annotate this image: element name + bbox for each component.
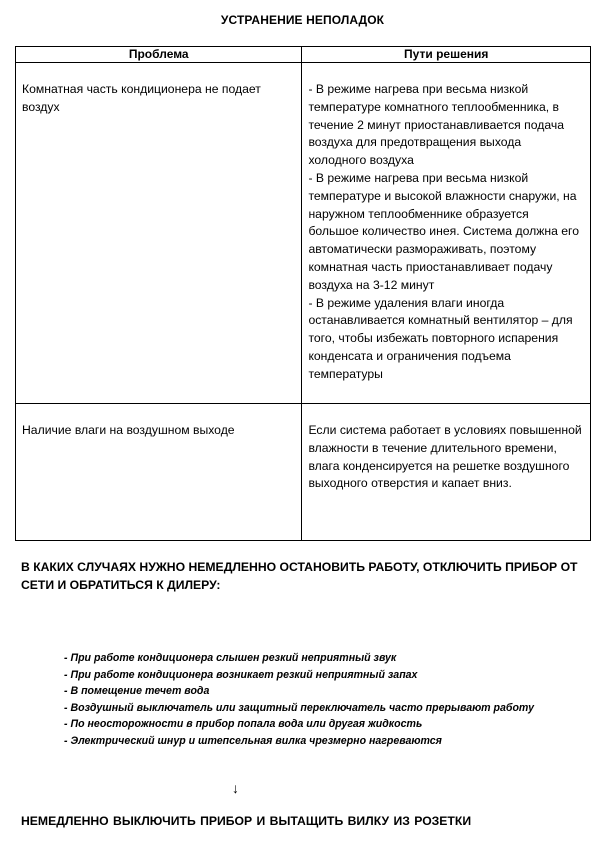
list-item: - При работе кондиционера слышен резкий неприятный звук	[64, 652, 397, 664]
list-item: - Воздушный выключатель или защитный переключатель часто прерывают работу	[64, 701, 534, 714]
troubleshooting-table	[15, 46, 591, 541]
table-row	[16, 404, 591, 541]
solution-cell	[302, 63, 591, 404]
problem-cell: Комнатная часть кондиционера не подает воздух	[16, 63, 302, 404]
solution-item: - В режиме нагрева при весьма низкой температуре комнатного теплообменника, в течение 2 минут приостанавливается подача воздуха для предотвращения выхода холодного воздуха	[308, 82, 565, 168]
page-title: УСТРАНЕНИЕ НЕПОЛАДОК	[220, 13, 385, 27]
table-row	[16, 63, 591, 404]
solution-item: Если система работает в условиях повышенной влажности в течение длительного времени, влага конденсируется на решетке воздушного выходного отверстия и капает вниз.	[308, 423, 582, 491]
table-header-row	[16, 47, 591, 63]
list-item: - В помещение течет вода	[64, 685, 210, 697]
arrow-down-icon: ↓	[232, 780, 239, 796]
warning-heading: В КАКИХ СЛУЧАЯХ НУЖНО НЕМЕДЛЕННО ОСТАНОВИТЬ РАБОТУ, ОТКЛЮЧИТЬ ПРИБОР ОТ СЕТИ И ОБРАТИТЬСЯ К ДИЛЕРУ:	[21, 560, 578, 592]
list-item: - При работе кондиционера возникает резкий неприятный запах	[64, 668, 418, 681]
problem-cell: Наличие влаги на воздушном выходе	[16, 404, 302, 541]
list-item: - По неосторожности в прибор попала вода или другая жидкость	[64, 718, 423, 730]
final-instruction: НЕМЕДЛЕННО ВЫКЛЮЧИТЬ ПРИБОР И ВЫТАЩИТЬ ВИЛКУ ИЗ РОЗЕТКИ	[21, 814, 472, 828]
warning-list	[64, 650, 564, 749]
solution-cell	[302, 404, 591, 541]
list-item: - Электрический шнур и штепсельная вилка чрезмерно нагреваются	[64, 734, 442, 747]
column-header-problem: Проблема	[16, 47, 302, 63]
solution-item: - В режиме нагрева при весьма низкой температуре и высокой влажности снаружи, на наружном теплообменнике образуется большое количество инея. Система должна его автоматически размораживать, поэтому комнатная часть приостанавливает подачу воздуха на 3-12 минут	[308, 170, 579, 292]
solution-item: - В режиме удаления влаги иногда останавливается комнатный вентилятор – для того, чтобы избежать повторного испарения конденсата и ограничения подъема температуры	[308, 295, 573, 381]
column-header-solution: Пути решения	[302, 47, 591, 63]
